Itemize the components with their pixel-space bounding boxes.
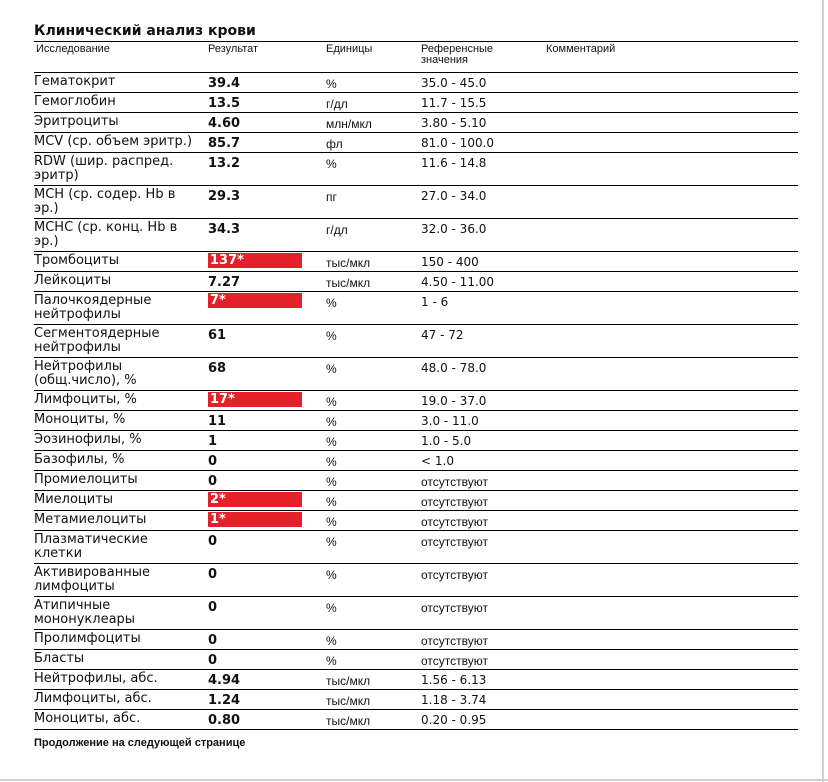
reference-range: отсутствуют [421,601,488,615]
unit: % [326,455,337,469]
table-row [34,650,798,670]
test-name: Миелоциты [34,492,114,507]
table-row [34,133,798,153]
test-name: Моноциты, абс. [34,711,141,726]
reference-range: 11.6 - 14.8 [421,156,487,170]
unit: % [326,157,337,171]
result-value: 13.5 [208,96,241,111]
table-row [34,431,798,451]
flagged-result-value: 1* [208,512,302,527]
result-value: 85.7 [208,136,241,151]
unit: % [326,535,337,549]
result-value: 4.60 [208,116,241,131]
unit: тыс/мкл [326,714,371,728]
test-name: Пролимфоциты [34,631,141,646]
test-name: Гематокрит [34,74,116,89]
table-row [34,252,798,272]
unit: % [326,435,337,449]
table-row [34,219,798,252]
result-value: 1 [208,434,218,449]
reference-range: отсутствуют [421,495,488,509]
result-value: 0 [208,567,218,582]
reference-range: 1.56 - 6.13 [421,673,487,687]
reference-range: 1.0 - 5.0 [421,434,472,448]
test-name: Нейтрофилы (общ.число), % [34,359,137,388]
test-name: Эритроциты [34,114,119,129]
reference-range: 48.0 - 78.0 [421,361,487,375]
reference-range: < 1.0 [421,454,454,468]
result-value: 0 [208,600,218,615]
column-header-result: Результат [208,43,259,55]
test-name: Лимфоциты, % [34,392,137,407]
table-row [34,670,798,690]
reference-range: отсутствуют [421,515,488,529]
test-name: MCHC (ср. конц. Hb в эр.) [34,220,178,249]
reference-range: 1.18 - 3.74 [421,693,487,707]
reference-range: 32.0 - 36.0 [421,222,487,236]
table-row [34,411,798,431]
column-header-test: Исследование [36,43,110,55]
unit: % [326,362,337,376]
table-row [34,564,798,597]
result-value: 0 [208,633,218,648]
test-name: Метамиелоциты [34,512,147,527]
reference-range: отсутствуют [421,568,488,582]
table-row [34,113,798,133]
test-name: MCV (ср. объем эритр.) [34,134,193,149]
reference-range: 19.0 - 37.0 [421,394,487,408]
unit: тыс/мкл [326,674,371,688]
test-name: RDW (шир. распред. эритр) [34,154,174,183]
table-row [34,690,798,710]
reference-range: отсутствуют [421,475,488,489]
test-name: Палочкоядерные нейтрофилы [34,293,152,322]
table-row [34,491,798,511]
continuation-note: Продолжение на следующей странице [34,737,246,749]
column-header-comment: Комментарий [546,43,616,55]
table-row [34,391,798,411]
flagged-result-value: 137* [208,253,302,268]
reference-range: 47 - 72 [421,328,464,342]
test-name: MCH (ср. содер. Hb в эр.) [34,187,176,216]
unit: фл [326,137,343,151]
reference-range: 11.7 - 15.5 [421,96,487,110]
result-value: 0 [208,534,218,549]
unit: % [326,329,337,343]
unit: г/дл [326,97,348,111]
table-row [34,531,798,564]
result-value: 29.3 [208,189,241,204]
reference-range: 0.20 - 0.95 [421,713,487,727]
reference-range: 4.50 - 11.00 [421,275,495,289]
lab-report [34,22,798,749]
table-row [34,511,798,531]
column-header-units: Единицы [326,43,373,55]
table-row [34,451,798,471]
column-header-reference: Референсные значения [421,43,494,66]
test-name: Эозинофилы, % [34,432,142,447]
test-name: Нейтрофилы, абс. [34,671,158,686]
reference-range: отсутствуют [421,654,488,668]
page-edge-bottom [0,779,828,781]
result-value: 13.2 [208,156,241,171]
results-table-body [34,73,798,730]
result-value: 68 [208,361,227,376]
result-value: 0 [208,474,218,489]
table-row [34,325,798,358]
unit: млн/мкл [326,117,372,131]
reference-range: отсутствуют [421,634,488,648]
reference-range: 3.0 - 11.0 [421,414,479,428]
unit: % [326,568,337,582]
reference-range: 1 - 6 [421,295,449,309]
unit: % [326,601,337,615]
result-value: 1.24 [208,693,241,708]
table-row [34,93,798,113]
unit: тыс/мкл [326,276,371,290]
table-row [34,73,798,93]
report-title: Клинический анализ крови [34,22,798,42]
unit: % [326,77,337,91]
unit: тыс/мкл [326,694,371,708]
test-name: Лимфоциты, абс. [34,691,152,706]
test-name: Сегментоядерные нейтрофилы [34,326,160,355]
reference-range: 35.0 - 45.0 [421,76,487,90]
test-name: Атипичные мононуклеары [34,598,136,627]
page-edge-right [822,0,824,782]
unit: % [326,634,337,648]
result-value: 39.4 [208,76,241,91]
table-header [34,42,798,73]
result-value: 0.80 [208,713,241,728]
unit: % [326,495,337,509]
unit: % [326,475,337,489]
test-name: Бласты [34,651,85,666]
result-value: 11 [208,414,227,429]
test-name: Лейкоциты [34,273,112,288]
unit: тыс/мкл [326,256,371,270]
test-name: Плазматические клетки [34,532,148,561]
result-value: 34.3 [208,222,241,237]
test-name: Моноциты, % [34,412,126,427]
result-value: 4.94 [208,673,241,688]
test-name: Промиелоциты [34,472,138,487]
table-row [34,630,798,650]
reference-range: 27.0 - 34.0 [421,189,487,203]
table-row [34,471,798,491]
test-name: Активированные лимфоциты [34,565,150,594]
reference-range: 81.0 - 100.0 [421,136,495,150]
result-value: 0 [208,653,218,668]
unit: пг [326,190,337,204]
result-value: 61 [208,328,227,343]
reference-range: 3.80 - 5.10 [421,116,487,130]
flagged-result-value: 17* [208,392,302,407]
unit: % [326,296,337,310]
table-row [34,186,798,219]
unit: % [326,515,337,529]
result-value: 0 [208,454,218,469]
table-row [34,358,798,391]
test-name: Базофилы, % [34,452,125,467]
table-row [34,153,798,186]
table-row [34,272,798,292]
result-value: 7.27 [208,275,241,290]
table-row [34,710,798,730]
test-name: Тромбоциты [34,253,120,268]
reference-range: отсутствуют [421,535,488,549]
unit: % [326,415,337,429]
unit: % [326,395,337,409]
test-name: Гемоглобин [34,94,116,109]
reference-range: 150 - 400 [421,255,479,269]
flagged-result-value: 7* [208,293,302,308]
flagged-result-value: 2* [208,492,302,507]
table-row [34,597,798,630]
unit: % [326,654,337,668]
unit: г/дл [326,223,348,237]
table-row [34,292,798,325]
